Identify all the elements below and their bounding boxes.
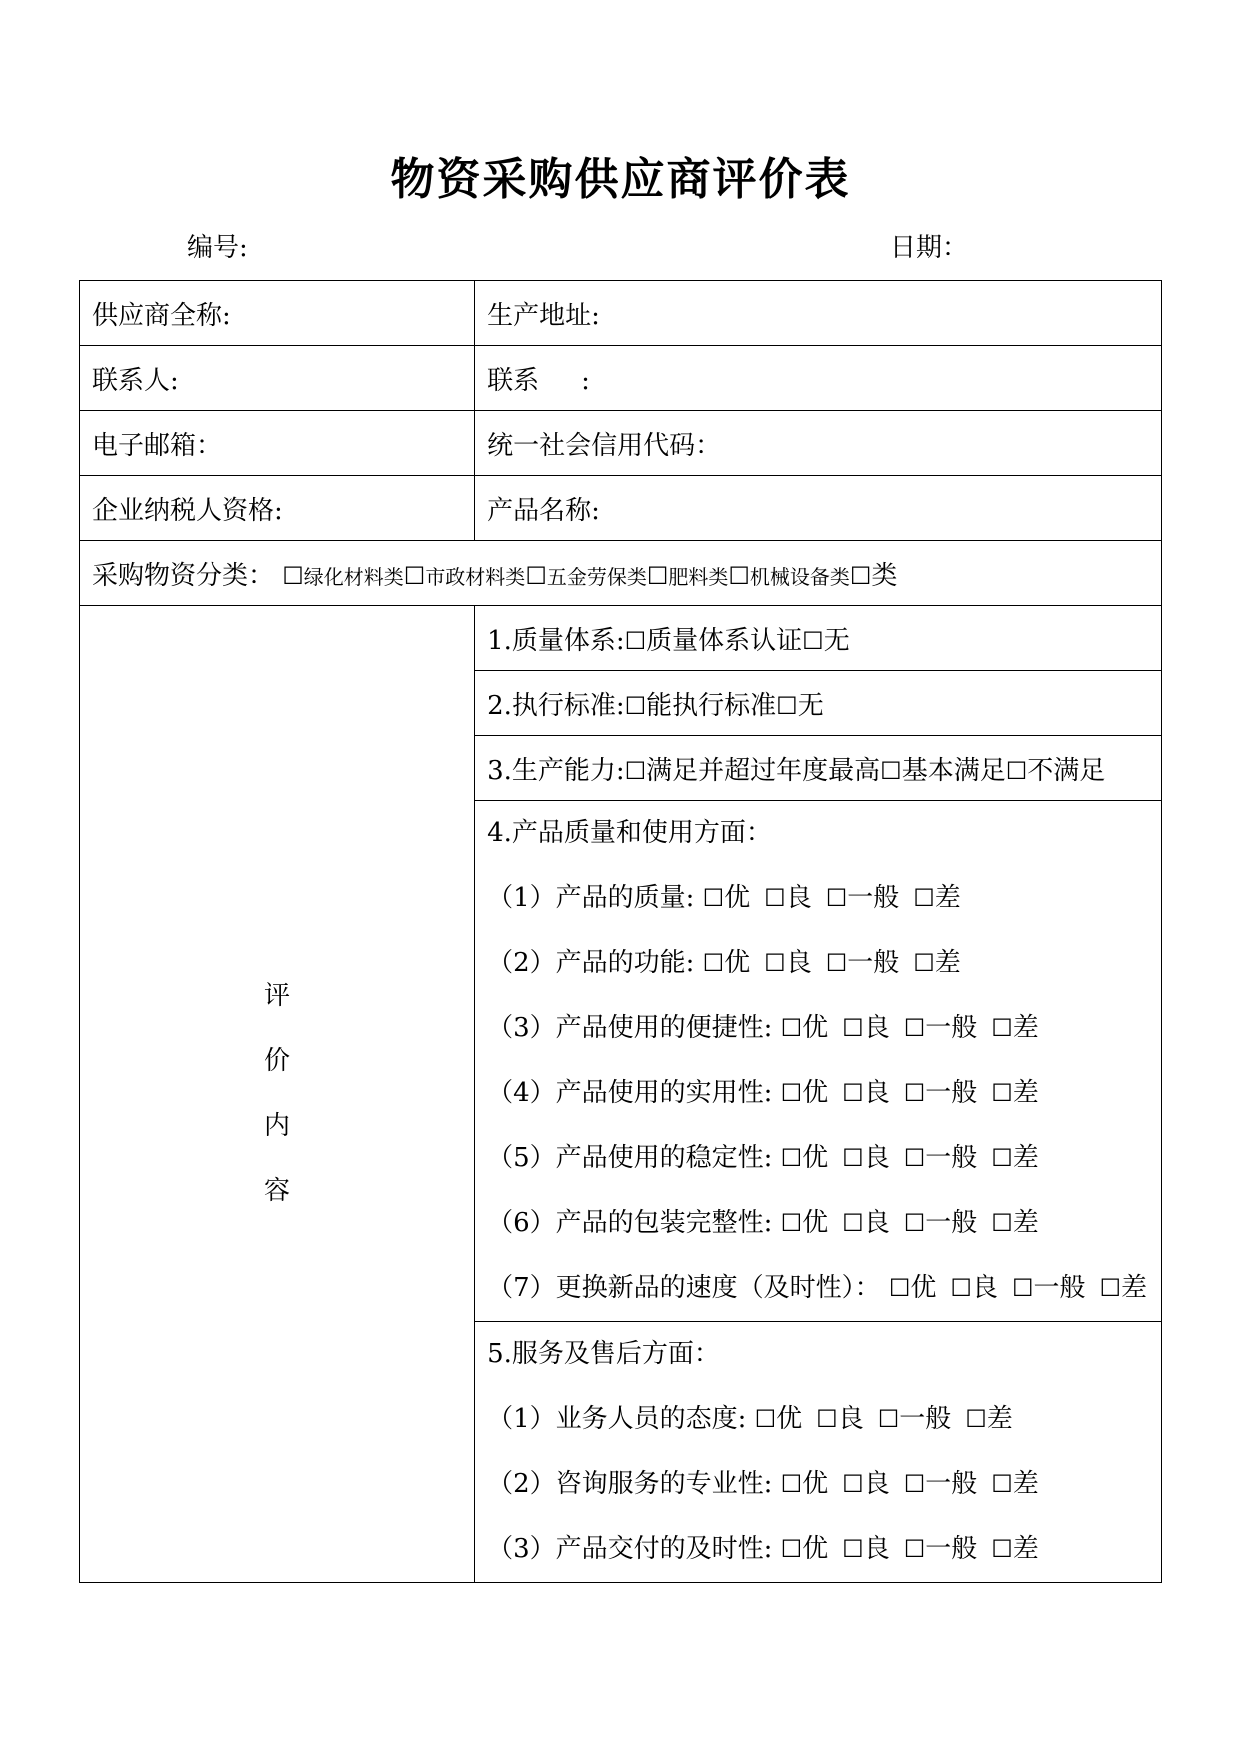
checkbox[interactable]: ☐ bbox=[802, 626, 824, 655]
checkbox[interactable]: ☐ bbox=[842, 1535, 864, 1563]
side-label-char: 内 bbox=[264, 1111, 291, 1141]
checkbox[interactable]: ☐ bbox=[1099, 1274, 1121, 1302]
rating-option[interactable] bbox=[991, 1534, 1039, 1564]
rating-label: 良 bbox=[863, 1078, 890, 1108]
rating-label: 良 bbox=[785, 883, 812, 913]
option-label: 不满足 bbox=[1027, 755, 1106, 786]
taxpayer-field[interactable]: 企业纳税人资格: bbox=[80, 476, 475, 541]
rating-option[interactable] bbox=[781, 1534, 829, 1564]
rating-option[interactable] bbox=[904, 1208, 978, 1238]
side-label-char: 评 bbox=[264, 981, 291, 1011]
credit-code-field[interactable]: 统一社会信用代码： bbox=[475, 411, 1162, 476]
rating-label: 良 bbox=[837, 1404, 864, 1434]
rating-label: 良 bbox=[971, 1273, 998, 1303]
checkbox[interactable]: ☐ bbox=[991, 1014, 1013, 1042]
checkbox[interactable]: ☐ bbox=[842, 1470, 864, 1498]
category-label: 采购物资分类： bbox=[92, 560, 275, 591]
checkbox[interactable]: ☐ bbox=[702, 884, 725, 912]
rating-option[interactable] bbox=[826, 883, 900, 913]
rating-label: 良 bbox=[785, 948, 812, 978]
rating-label: 良 bbox=[863, 1469, 890, 1499]
rating-option[interactable] bbox=[826, 948, 900, 978]
checkbox[interactable]: ☐ bbox=[780, 1535, 803, 1563]
rating-label: 优 bbox=[802, 1469, 829, 1499]
rating-item bbox=[487, 1061, 1161, 1126]
rating-item bbox=[487, 1191, 1161, 1256]
contact-person-field[interactable]: 联系人: bbox=[80, 346, 475, 411]
rating-label: 一般 bbox=[1033, 1273, 1086, 1303]
rating-item-label: （4）产品使用的实用性: bbox=[487, 1078, 773, 1108]
checkbox[interactable]: ☐ bbox=[965, 1405, 987, 1433]
rating-item bbox=[487, 996, 1161, 1061]
category-option: 机械设备类 bbox=[749, 564, 850, 589]
rating-option[interactable] bbox=[950, 1273, 998, 1303]
checkbox[interactable]: ☐ bbox=[646, 561, 669, 590]
checkbox[interactable]: ☐ bbox=[624, 691, 647, 720]
contact-phone-field[interactable]: 联系 : bbox=[475, 346, 1162, 411]
section-quality-system bbox=[475, 606, 1162, 671]
info-row bbox=[80, 346, 1162, 411]
evaluation-side-label bbox=[80, 606, 475, 1583]
rating-label: 一般 bbox=[899, 1404, 952, 1434]
rating-item-label: （2）咨询服务的专业性: bbox=[487, 1469, 773, 1499]
section-title: 5.服务及售后方面： bbox=[487, 1339, 720, 1369]
checkbox[interactable]: ☐ bbox=[991, 1144, 1013, 1172]
checkbox[interactable]: ☐ bbox=[877, 1405, 900, 1433]
rating-option[interactable] bbox=[842, 1013, 890, 1043]
option-label: 无 bbox=[797, 690, 824, 721]
rating-label: 差 bbox=[1012, 1143, 1039, 1173]
rating-option[interactable] bbox=[904, 1013, 978, 1043]
rating-option[interactable] bbox=[991, 1078, 1039, 1108]
rating-item bbox=[487, 1126, 1161, 1191]
rating-option[interactable] bbox=[904, 1078, 978, 1108]
section-product-quality bbox=[475, 801, 1162, 1322]
checkbox[interactable]: ☐ bbox=[888, 1274, 911, 1302]
rating-item bbox=[487, 931, 1161, 996]
checkbox[interactable]: ☐ bbox=[825, 949, 848, 977]
rating-label: 优 bbox=[910, 1273, 937, 1303]
rating-option[interactable] bbox=[1012, 1273, 1086, 1303]
rating-item-label: （1）业务人员的态度: bbox=[487, 1404, 747, 1434]
rating-label: 差 bbox=[1012, 1013, 1039, 1043]
checkbox[interactable]: ☐ bbox=[702, 949, 725, 977]
rating-option[interactable] bbox=[816, 1404, 864, 1434]
info-row bbox=[80, 411, 1162, 476]
option-label: 质量体系认证 bbox=[646, 625, 803, 656]
rating-label: 优 bbox=[724, 948, 751, 978]
checkbox[interactable]: ☐ bbox=[780, 1079, 803, 1107]
rating-option[interactable] bbox=[764, 948, 812, 978]
category-row bbox=[80, 541, 1162, 606]
rating-label: 差 bbox=[1012, 1469, 1039, 1499]
rating-option[interactable] bbox=[913, 883, 961, 913]
rating-option[interactable] bbox=[965, 1404, 1013, 1434]
rating-option[interactable] bbox=[781, 1469, 829, 1499]
option-label: 满足并超过年度最高 bbox=[646, 755, 881, 786]
rating-option[interactable] bbox=[764, 883, 812, 913]
product-name-field[interactable]: 产品名称: bbox=[475, 476, 1162, 541]
checkbox[interactable]: ☐ bbox=[842, 1209, 864, 1237]
section-standard bbox=[475, 671, 1162, 736]
section-label: 2.执行标准: bbox=[487, 690, 625, 721]
rating-option[interactable] bbox=[991, 1208, 1039, 1238]
rating-label: 差 bbox=[1012, 1208, 1039, 1238]
rating-option[interactable] bbox=[904, 1143, 978, 1173]
rating-item bbox=[487, 1517, 1161, 1582]
section-label: 1.质量体系: bbox=[487, 625, 625, 656]
evaluation-table bbox=[79, 280, 1162, 1583]
rating-option[interactable] bbox=[842, 1469, 890, 1499]
checkbox[interactable]: ☐ bbox=[903, 1470, 926, 1498]
checkbox[interactable]: ☐ bbox=[849, 561, 872, 590]
supplier-name-field[interactable]: 供应商全称: bbox=[80, 281, 475, 346]
rating-option[interactable] bbox=[781, 1013, 829, 1043]
rating-item bbox=[487, 866, 1161, 931]
rating-item-label: （3）产品交付的及时性: bbox=[487, 1534, 773, 1564]
rating-label: 优 bbox=[802, 1208, 829, 1238]
checkbox[interactable]: ☐ bbox=[624, 626, 647, 655]
checkbox[interactable]: ☐ bbox=[903, 1079, 926, 1107]
rating-label: 良 bbox=[863, 1534, 890, 1564]
rating-item bbox=[487, 1256, 1161, 1321]
rating-option[interactable] bbox=[781, 1208, 829, 1238]
rating-item-label: （3）产品使用的便捷性: bbox=[487, 1013, 773, 1043]
checkbox[interactable]: ☐ bbox=[403, 561, 426, 590]
rating-label: 优 bbox=[802, 1143, 829, 1173]
checkbox[interactable]: ☐ bbox=[282, 561, 304, 590]
checkbox[interactable]: ☐ bbox=[903, 1144, 926, 1172]
checkbox[interactable]: ☐ bbox=[624, 756, 647, 785]
rating-option[interactable] bbox=[1099, 1273, 1147, 1303]
checkbox[interactable]: ☐ bbox=[991, 1535, 1013, 1563]
rating-label: 优 bbox=[802, 1534, 829, 1564]
date-label: 日期： bbox=[890, 233, 969, 263]
checkbox[interactable]: ☐ bbox=[780, 1470, 803, 1498]
rating-option[interactable] bbox=[991, 1143, 1039, 1173]
checkbox[interactable]: ☐ bbox=[728, 561, 750, 590]
option-label: 能执行标准 bbox=[646, 690, 777, 721]
number-label: 编号: bbox=[187, 233, 248, 263]
section-service bbox=[475, 1322, 1162, 1583]
checkbox[interactable]: ☐ bbox=[1005, 756, 1028, 785]
rating-item-label: （1）产品的质量: bbox=[487, 883, 695, 913]
rating-label: 良 bbox=[863, 1013, 890, 1043]
rating-option[interactable] bbox=[703, 883, 751, 913]
rating-label: 优 bbox=[776, 1404, 803, 1434]
rating-label: 一般 bbox=[925, 1534, 978, 1564]
checkbox[interactable]: ☐ bbox=[1011, 1274, 1034, 1302]
rating-item-label: （6）产品的包装完整性: bbox=[487, 1208, 773, 1238]
category-option: 五金劳保类 bbox=[546, 564, 647, 589]
rating-option[interactable] bbox=[842, 1534, 890, 1564]
rating-option[interactable] bbox=[904, 1534, 978, 1564]
option-label: 无 bbox=[823, 625, 850, 656]
rating-label: 差 bbox=[934, 948, 961, 978]
rating-item bbox=[487, 1387, 1161, 1452]
side-label-char: 价 bbox=[264, 1046, 291, 1076]
rating-option[interactable] bbox=[878, 1404, 952, 1434]
category-option: 肥料类 bbox=[668, 564, 729, 589]
section-capacity bbox=[475, 736, 1162, 801]
rating-label: 一般 bbox=[925, 1208, 978, 1238]
email-field[interactable]: 电子邮箱： bbox=[80, 411, 475, 476]
checkbox[interactable]: ☐ bbox=[525, 561, 547, 590]
rating-option[interactable] bbox=[991, 1469, 1039, 1499]
info-row bbox=[80, 476, 1162, 541]
checkbox[interactable]: ☐ bbox=[913, 949, 935, 977]
category-option: 市政材料类 bbox=[425, 564, 526, 589]
checkbox[interactable]: ☐ bbox=[903, 1014, 926, 1042]
rating-option[interactable] bbox=[842, 1208, 890, 1238]
checkbox[interactable]: ☐ bbox=[903, 1535, 926, 1563]
rating-label: 差 bbox=[934, 883, 961, 913]
checkbox[interactable]: ☐ bbox=[842, 1144, 864, 1172]
rating-option[interactable] bbox=[703, 948, 751, 978]
rating-label: 优 bbox=[802, 1013, 829, 1043]
side-label-char: 容 bbox=[264, 1176, 291, 1206]
rating-label: 良 bbox=[863, 1208, 890, 1238]
rating-label: 差 bbox=[986, 1404, 1013, 1434]
checkbox[interactable]: ☐ bbox=[991, 1079, 1013, 1107]
production-address-field[interactable]: 生产地址: bbox=[475, 281, 1162, 346]
rating-option[interactable] bbox=[913, 948, 961, 978]
category-option: 绿化材料类 bbox=[303, 564, 404, 589]
rating-label: 一般 bbox=[925, 1078, 978, 1108]
checkbox[interactable]: ☐ bbox=[764, 949, 786, 977]
rating-option[interactable] bbox=[842, 1078, 890, 1108]
rating-label: 差 bbox=[1120, 1273, 1147, 1303]
checkbox[interactable]: ☐ bbox=[776, 691, 798, 720]
info-row bbox=[80, 281, 1162, 346]
rating-option[interactable] bbox=[904, 1469, 978, 1499]
checkbox[interactable]: ☐ bbox=[991, 1470, 1013, 1498]
rating-label: 良 bbox=[863, 1143, 890, 1173]
checkbox[interactable]: ☐ bbox=[764, 884, 786, 912]
checkbox[interactable]: ☐ bbox=[880, 756, 902, 785]
checkbox[interactable]: ☐ bbox=[903, 1209, 926, 1237]
rating-label: 优 bbox=[724, 883, 751, 913]
rating-option[interactable] bbox=[781, 1078, 829, 1108]
rating-label: 一般 bbox=[925, 1469, 978, 1499]
checkbox[interactable]: ☐ bbox=[825, 884, 848, 912]
rating-label: 一般 bbox=[925, 1013, 978, 1043]
rating-option[interactable] bbox=[781, 1143, 829, 1173]
checkbox[interactable]: ☐ bbox=[754, 1405, 777, 1433]
checkbox[interactable]: ☐ bbox=[842, 1079, 864, 1107]
rating-label: 一般 bbox=[925, 1143, 978, 1173]
checkbox[interactable]: ☐ bbox=[991, 1209, 1013, 1237]
section-title: 4.产品质量和使用方面： bbox=[487, 818, 772, 848]
rating-item-label: （5）产品使用的稳定性: bbox=[487, 1143, 773, 1173]
rating-label: 差 bbox=[1012, 1078, 1039, 1108]
section-row bbox=[80, 606, 1162, 671]
form-title: 物资采购供应商评价表 bbox=[390, 154, 851, 205]
checkbox[interactable]: ☐ bbox=[950, 1274, 972, 1302]
rating-label: 一般 bbox=[847, 948, 900, 978]
checkbox[interactable]: ☐ bbox=[816, 1405, 838, 1433]
rating-item-label: （7）更换新品的速度（及时性）： bbox=[487, 1273, 881, 1303]
option-label: 基本满足 bbox=[901, 755, 1006, 786]
rating-label: 差 bbox=[1012, 1534, 1039, 1564]
rating-option[interactable] bbox=[842, 1143, 890, 1173]
category-cell bbox=[80, 541, 1162, 606]
category-option: 类 bbox=[871, 560, 898, 591]
rating-label: 一般 bbox=[847, 883, 900, 913]
rating-option[interactable] bbox=[755, 1404, 803, 1434]
section-label: 3.生产能力: bbox=[487, 755, 625, 786]
rating-option[interactable] bbox=[889, 1273, 937, 1303]
checkbox[interactable]: ☐ bbox=[913, 884, 935, 912]
rating-item-label: （2）产品的功能: bbox=[487, 948, 695, 978]
checkbox[interactable]: ☐ bbox=[842, 1014, 864, 1042]
rating-label: 优 bbox=[802, 1078, 829, 1108]
rating-item bbox=[487, 1452, 1161, 1517]
checkbox[interactable]: ☐ bbox=[780, 1209, 803, 1237]
checkbox[interactable]: ☐ bbox=[780, 1144, 803, 1172]
rating-option[interactable] bbox=[991, 1013, 1039, 1043]
checkbox[interactable]: ☐ bbox=[780, 1014, 803, 1042]
